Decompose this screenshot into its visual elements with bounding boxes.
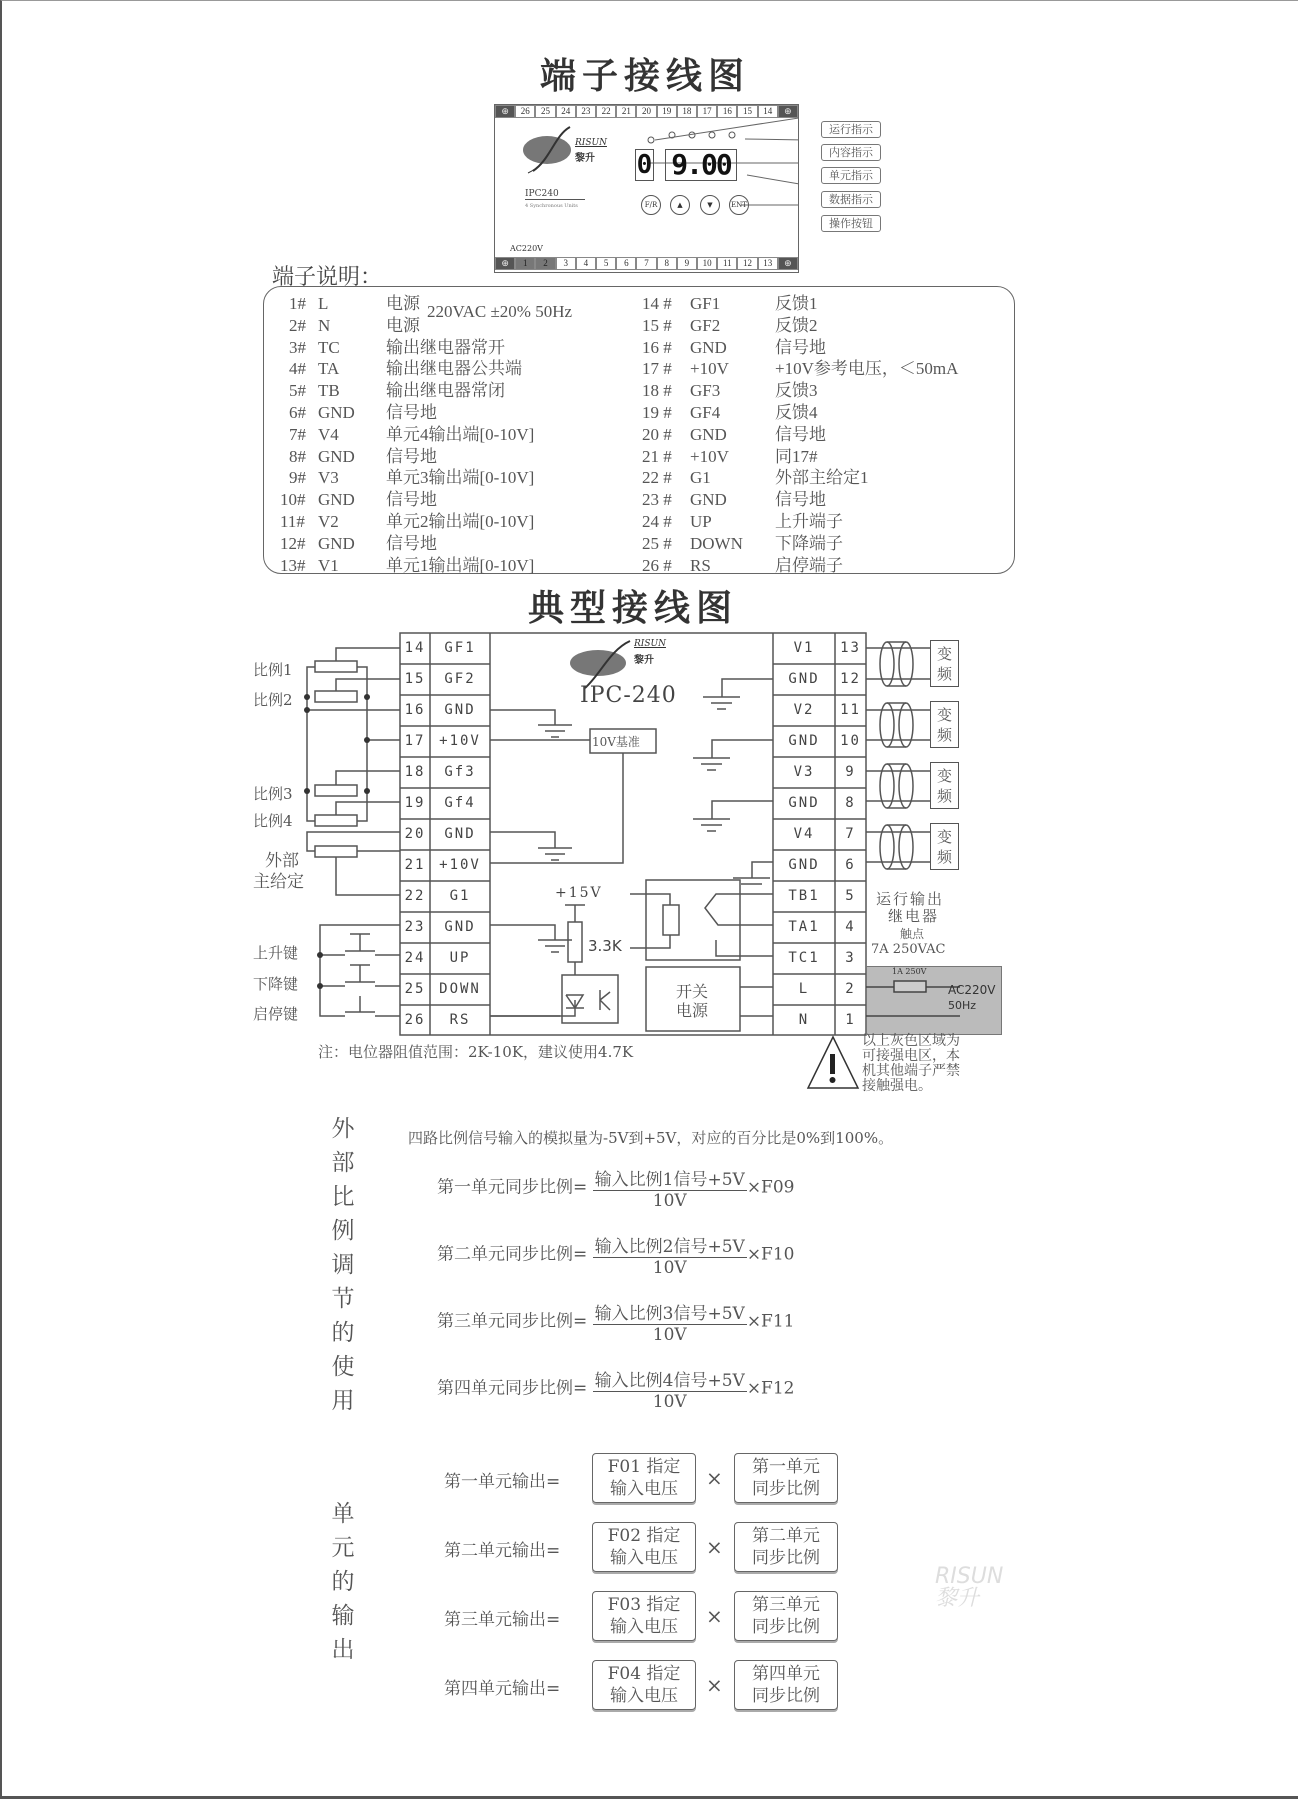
diagram-model: IPC-240 [580,683,677,708]
terminal-label: +10V [439,733,481,749]
hz-label: 50Hz [948,999,977,1012]
fr-button[interactable]: F/R [641,195,661,215]
terminal-desc: 单元1输出端[0-10V] [386,555,535,575]
terminal: 21 [616,105,636,118]
unit-display: 0 [636,150,653,180]
brand-en: RISUN [575,138,607,148]
terminal-label: V4 [793,826,815,842]
wiring-title: 端子接线图 [540,55,751,97]
down-key-label: 下降键 [253,975,299,993]
terminal-number: 4 [845,919,856,935]
terminal-label: GND [444,702,476,718]
formula-2: 第二单元同步比例= $\frac{\text{输入比例2信号+5V}}{10V}$ ×F10 [437,1232,794,1278]
terminal: 20 [636,105,656,118]
terminal: 15 [737,105,757,118]
terminal-label: TA1 [788,919,820,935]
terminal: 3 [556,257,576,270]
screw-icon: ⊕ [778,105,798,118]
terminal: 6 [616,257,636,270]
terminal-name: +10V [690,446,729,466]
terminal: 16 [717,105,737,118]
relay-note-2: 继电器 [888,907,940,925]
terminal-desc: 外部主给定1 [775,468,869,488]
terminal-number: 1 [845,1012,856,1028]
terminal-desc: 信号地 [386,446,437,466]
terminal-name: GND [690,337,727,357]
terminal: 25 [535,105,555,118]
terminal-number: 20 [404,826,426,842]
voltage-box: F02 指定 输入电压 [592,1522,696,1572]
terminal-desc: 启停端子 [775,555,843,575]
terminal-row: 1# L [289,294,329,313]
ratio2-label: 比例2 [253,691,293,709]
terminal-name: G1 [690,468,711,488]
resistor-label: 3.3K [588,937,622,955]
terminal-number: 6 [845,857,856,873]
terminal: 1 [515,257,535,270]
formula-4: 第四单元同步比例= $\frac{\text{输入比例4信号+5V}}{10V}$ ×F12 [437,1366,794,1412]
terminal-desc: 信号地 [386,533,437,553]
terminal-name: GF4 [690,403,721,422]
data-display: 9.00 [665,149,737,181]
output-heading: 单 元 的 输 出 [331,1501,355,1663]
screw-icon: ⊕ [495,257,515,270]
terminal-number: 9 [845,764,856,780]
terminal-row: 22 # [642,468,672,488]
terminal-name: GF2 [690,315,721,335]
terminal-label: V1 [793,640,815,656]
terminal-desc: 信号地 [386,490,437,510]
multiply-sign: × [706,1535,723,1559]
terminal-number: 23 [404,919,426,935]
terminal-row: 14 # [642,294,672,313]
terminal: 26 [515,105,535,118]
terminal-label: DOWN [439,981,481,997]
terminal: 17 [697,105,717,118]
watermark: RISUN 黎升 [935,1564,1004,1611]
terminal-desc: 电源 [386,315,420,335]
terminal-row: 18 # [642,381,672,401]
up-key-label: 上升键 [253,944,299,962]
terminal-desc: 单元4输出端[0-10V] [386,424,535,444]
psu-label-2: 电源 [676,1001,709,1020]
terminal-label: N [798,1012,810,1028]
ref-block-label: 10V基准 [592,735,640,749]
terminal-label: GF2 [444,671,476,687]
terminal-desc: 输出继电器公共端 [386,359,522,379]
terminal: 9 [677,257,697,270]
terminal-desc: 同17# [775,446,818,466]
terminal-row: 17 # [642,359,672,379]
fuse-label: 1A 250V [892,967,927,976]
brand-cn: 黎升 [575,153,595,164]
terminal-label: TB1 [788,888,820,904]
up-button[interactable]: ▲ [670,195,690,215]
terminal-label: UP [449,950,471,966]
terminal-desc: 单元2输出端[0-10V] [386,512,535,531]
ratio-intro: 四路比例信号输入的模拟量为-5V到+5V，对应的百分比是0%到100%。 [408,1129,894,1147]
terminal-number: 12 [840,671,861,687]
callout-data: 数据指示 [821,191,881,208]
terminal-number: 2 [845,981,856,997]
terminal-row: 10# GND [280,490,355,510]
terminal: 5 [596,257,616,270]
terminal-row: 20 # [642,424,672,444]
output-lhs: 第三单元输出= [444,1610,561,1630]
terminal-desc: 信号地 [775,490,826,510]
terminal-label: Gf4 [444,795,476,811]
terminal-row: 6# GND [289,403,355,422]
terminal-label: GND [444,919,476,935]
terminal-row: 4# TA [289,359,340,379]
terminal-desc: 信号地 [386,403,437,422]
diagram-brand-en: RISUN [634,639,666,649]
terminal-desc: 下降端子 [775,533,843,553]
terminal-number: 3 [845,950,856,966]
relay-note-1: 运行输出 [876,890,945,908]
terminal-row: 24 # [642,512,672,531]
terminal-name: GF1 [690,294,721,313]
ac-in-label: AC220V [948,983,996,997]
terminal-row: 23 # [642,490,672,510]
terminal-number: 26 [404,1012,426,1028]
ratio4-label: 比例4 [253,812,293,830]
terminal-row: 21 # [642,446,672,466]
terminal-label: GND [788,795,820,811]
terminal-number: 10 [840,733,861,749]
terminal-label: GND [788,733,820,749]
terminal-name: GF3 [690,381,721,401]
formula-3: 第三单元同步比例= $\frac{\text{输入比例3信号+5V}}{10V}$ ×F11 [437,1299,794,1345]
high-voltage-area [866,966,1002,1035]
terminal-row: 5# TB [289,381,340,401]
terminal: 4 [576,257,596,270]
terminal-row: 2# N [289,315,331,335]
terminal-name: GND [690,490,727,510]
terminal-number: 14 [404,640,426,656]
callout-content: 内容指示 [821,144,881,161]
terminal-desc: 上升端子 [775,512,843,531]
ratio1-label: 比例1 [253,661,293,679]
multiply-sign: × [706,1673,723,1697]
terminal-desc: 信号地 [775,424,826,444]
terminal-label: GF1 [444,640,476,656]
callout-run: 运行指示 [821,121,881,138]
terminal-name: DOWN [690,533,743,553]
terminal-row: 9# V3 [289,468,339,488]
relay-note-4: 7A 250VAC [871,942,946,957]
terminal: 19 [657,105,677,118]
ac-label: AC220V [510,244,543,253]
terminal-number: 7 [845,826,856,842]
vfd-box-1: 变 频 [930,640,959,687]
terminal-number: 16 [404,702,426,718]
terminal-row: 16 # [642,337,672,357]
screw-icon: ⊕ [778,257,798,270]
terminal-label: RS [449,1012,471,1028]
terminal-desc: 电源 [386,294,420,313]
terminal: 11 [717,257,737,270]
terminal-label: TC1 [788,950,820,966]
terminal: 7 [636,257,656,270]
terminal-label: +10V [439,857,481,873]
terminal: 13 [758,257,778,270]
terminal-label: G1 [449,888,471,904]
output-lhs: 第四单元输出= [444,1679,561,1699]
formula-1: 第一单元同步比例= $\frac{\text{输入比例1信号+5V}}{10V}$ ×F09 [437,1165,794,1211]
terminal-row: 25 # [642,533,672,553]
terminal-label: GND [444,826,476,842]
terminal-label: GND [788,671,820,687]
terminal-desc: 单元3输出端[0-10V] [386,468,535,488]
voltage-box: F01 指定 输入电压 [592,1453,696,1503]
terminal-number: 8 [845,795,856,811]
terminal-row: 3# TC [289,337,340,357]
vfd-box-2: 变 频 [930,701,959,748]
down-button[interactable]: ▼ [700,195,720,215]
terminal: 2 [535,257,555,270]
terminal-number: 15 [404,671,426,687]
terminal-desc: 反馈3 [775,381,818,401]
terminal-desc: 反馈2 [775,315,818,335]
pot-note: 注：电位器阻值范围：2K-10K，建议使用4.7K [318,1043,634,1061]
terminal-row: 11# V2 [280,512,339,531]
voltage-box: F03 指定 输入电压 [592,1591,696,1641]
terminal-label: Gf3 [444,764,476,780]
terminal-label: L [798,981,810,997]
terminal-number: 5 [845,888,856,904]
model-sub: 4 Synchronous Units [525,203,578,209]
terminal-name: +10V [690,359,729,379]
terminal: 24 [556,105,576,118]
ratio-box: 第三单元 同步比例 [734,1591,838,1641]
terminal: 22 [596,105,616,118]
terminal: 8 [657,257,677,270]
terminal-name: GND [690,424,727,444]
terminal-number: 25 [404,981,426,997]
terminal-label: V3 [793,764,815,780]
terminal: 12 [737,257,757,270]
terminal-number: 17 [404,733,426,749]
voltage-box: F04 指定 输入电压 [592,1660,696,1710]
ext-label-1: 外部 [265,851,299,871]
terminal-number: 22 [404,888,426,904]
diagram-brand-cn: 黎升 [634,655,654,666]
output-lhs: 第一单元输出= [444,1472,561,1492]
vfd-box-3: 变 频 [930,762,959,809]
screw-icon: ⊕ [495,105,515,118]
terminal-desc: 输出继电器常开 [386,337,505,357]
multiply-sign: × [706,1604,723,1628]
terminal-number: 11 [840,702,861,718]
terminal-number: 21 [404,857,426,873]
terminal: 10 [697,257,717,270]
ratio-box: 第二单元 同步比例 [734,1522,838,1572]
terminal: 18 [677,105,697,118]
ratio3-label: 比例3 [253,785,293,803]
plus15-label: +15V [555,885,603,901]
terminal-name: UP [690,512,712,531]
psu-label-1: 开关 [676,982,709,1001]
terminal-row: 13# V1 [280,555,339,575]
terminal: 23 [576,105,596,118]
terminal-name: RS [690,555,711,575]
terminal-number: 19 [404,795,426,811]
warning-text: 以上灰色区域为 可接强电区，本 机其他端子严禁 接触强电。 [862,1033,960,1094]
multiply-sign: × [706,1466,723,1490]
terminal-number: 18 [404,764,426,780]
enter-button[interactable]: ENT [729,195,749,215]
terminal-desc: 反馈1 [775,294,818,313]
terminal-number: 24 [404,950,426,966]
vfd-box-4: 变 频 [930,823,959,870]
ratio-box: 第一单元 同步比例 [734,1453,838,1503]
ratio-heading: 外 部 比 例 调 节 的 使 用 [331,1116,355,1414]
desc-title: 端子说明： [272,265,383,290]
rs-key-label: 启停键 [253,1005,299,1023]
power-note: 220VAC ±20% 50Hz [427,302,573,321]
terminal-row: 7# V4 [289,424,339,444]
model-label: IPC240 [525,189,585,200]
terminal-row: 26 # [642,555,672,575]
terminal-desc: 反馈4 [775,403,818,422]
terminal-row: 12# GND [280,533,355,553]
ext-label-2: 主给定 [253,872,304,892]
terminal-desc: 信号地 [775,337,826,357]
typical-title: 典型接线图 [528,587,739,629]
terminal-desc: 输出继电器常闭 [386,381,505,401]
terminal-row: 15 # [642,315,672,335]
terminal-row: 8# GND [289,446,355,466]
terminal-row: 19 # [642,403,672,422]
terminal-label: GND [788,857,820,873]
terminal-label: V2 [793,702,815,718]
ratio-box: 第四单元 同步比例 [734,1660,838,1710]
relay-note-3: 触点 [900,927,925,941]
callout-unit: 单元指示 [821,167,881,184]
terminal-desc: +10V参考电压，＜50mA [775,359,959,379]
terminal-number: 13 [840,640,861,656]
output-lhs: 第二单元输出= [444,1541,561,1561]
terminal: 14 [758,105,778,118]
callout-buttons: 操作按钮 [821,215,881,232]
